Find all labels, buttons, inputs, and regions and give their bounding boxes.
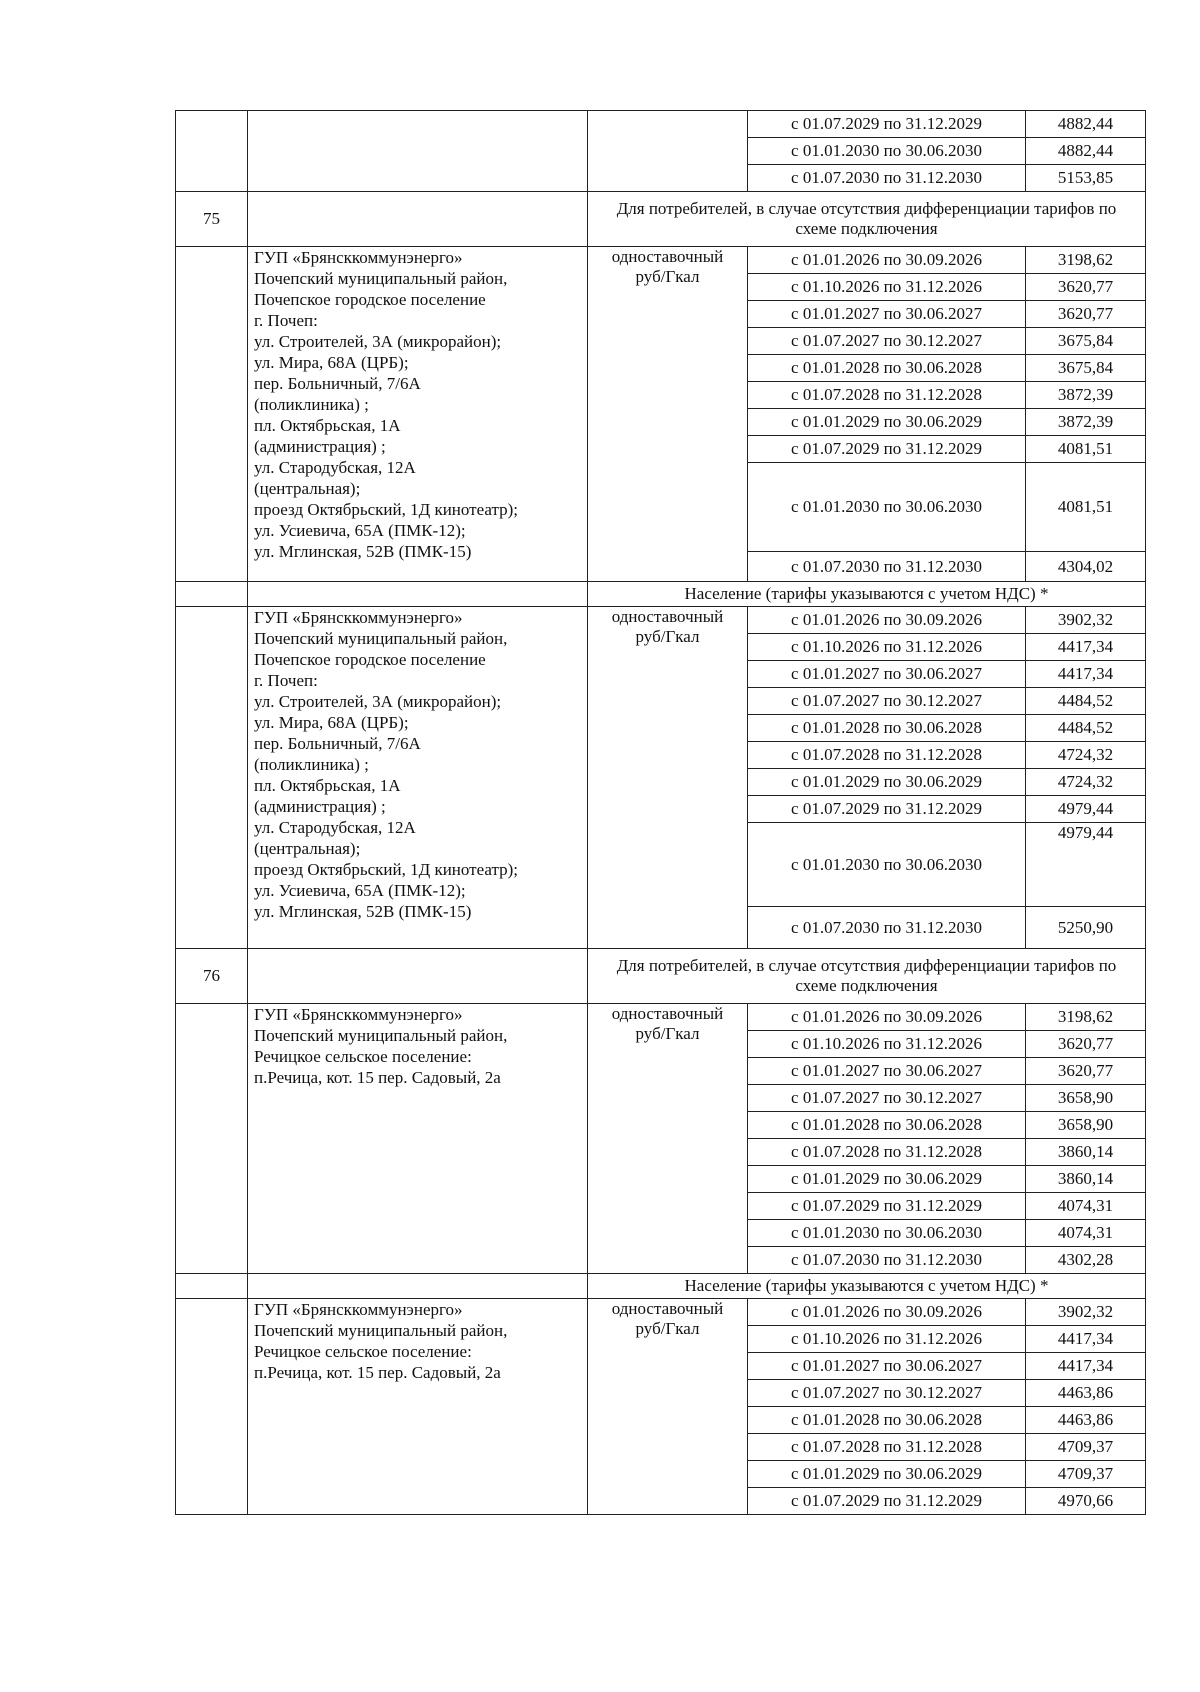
tariff-value: 4724,32 — [1026, 742, 1146, 769]
tariff-value: 3902,32 — [1026, 1299, 1146, 1326]
tariff-value: 3902,32 — [1026, 607, 1146, 634]
period-cell: с 01.07.2029 по 31.12.2029 — [748, 796, 1026, 823]
tariff-value: 4463,86 — [1026, 1380, 1146, 1407]
period-cell: с 01.01.2028 по 30.06.2028 — [748, 1407, 1026, 1434]
section-header: Население (тарифы указываются с учетом НДС) * — [588, 1274, 1146, 1299]
period-cell: с 01.01.2028 по 30.06.2028 — [748, 1112, 1026, 1139]
org-line: пл. Октябрьская, 1А — [254, 776, 401, 795]
org-line: г. Почеп: — [254, 311, 318, 330]
period-cell: с 01.07.2030 по 31.12.2030 — [748, 552, 1026, 582]
org-line: пл. Октябрьская, 1А — [254, 416, 401, 435]
org-line: (администрация) ; — [254, 437, 386, 456]
rate-type-cell — [588, 607, 748, 949]
org-line: ГУП «Брянсккоммунэнерго» — [254, 1005, 463, 1024]
tariff-value: 4081,51 — [1026, 436, 1146, 463]
tariff-value: 4709,37 — [1026, 1434, 1146, 1461]
empty-cell — [248, 949, 588, 1004]
tariff-value: 4081,51 — [1026, 463, 1146, 552]
org-line: Почепский муниципальный район, — [254, 629, 508, 648]
tariff-table — [175, 110, 1146, 1515]
table-row — [176, 1004, 1146, 1031]
tariff-value: 4724,32 — [1026, 769, 1146, 796]
tariff-value: 4709,37 — [1026, 1461, 1146, 1488]
period-cell: с 01.07.2029 по 31.12.2029 — [748, 436, 1026, 463]
tariff-value: 5250,90 — [1026, 907, 1146, 949]
table-row — [176, 111, 1146, 138]
period-cell: с 01.07.2027 по 30.12.2027 — [748, 688, 1026, 715]
section-header: Население (тарифы указываются с учетом НДС) * — [588, 582, 1146, 607]
tariff-value: 4417,34 — [1026, 1326, 1146, 1353]
period-cell: с 01.01.2029 по 30.06.2029 — [748, 409, 1026, 436]
row-number: 76 — [176, 949, 248, 1004]
tariff-value: 4302,28 — [1026, 1247, 1146, 1274]
tariff-value: 3658,90 — [1026, 1085, 1146, 1112]
org-line: Почепский муниципальный район, — [254, 1026, 508, 1045]
rate-type: одноставочный — [611, 1299, 724, 1318]
tariff-value: 4463,86 — [1026, 1407, 1146, 1434]
tariff-value: 3620,77 — [1026, 1031, 1146, 1058]
rate-type: одноставочный — [611, 247, 724, 266]
table-row — [176, 1299, 1146, 1326]
org-line: (центральная); — [254, 839, 361, 858]
org-line: ул. Мглинская, 52В (ПМК-15) — [254, 902, 472, 921]
organization-cell — [248, 607, 588, 949]
period-cell: с 01.10.2026 по 31.12.2026 — [748, 1031, 1026, 1058]
organization-cell — [248, 1299, 588, 1515]
rate-type-cell — [588, 1299, 748, 1515]
period-cell: с 01.01.2027 по 30.06.2027 — [748, 301, 1026, 328]
period-cell: с 01.07.2027 по 30.12.2027 — [748, 328, 1026, 355]
period-cell: с 01.01.2027 по 30.06.2027 — [748, 1353, 1026, 1380]
org-line: ГУП «Брянсккоммунэнерго» — [254, 1300, 463, 1319]
period-cell: с 01.07.2030 по 31.12.2030 — [748, 165, 1026, 192]
tariff-value: 3198,62 — [1026, 1004, 1146, 1031]
org-line: (администрация) ; — [254, 797, 386, 816]
tariff-value: 4979,44 — [1026, 796, 1146, 823]
period-cell: с 01.07.2027 по 30.12.2027 — [748, 1380, 1026, 1407]
tariff-value: 3872,39 — [1026, 382, 1146, 409]
tariff-value: 4882,44 — [1026, 111, 1146, 138]
tariff-value: 4484,52 — [1026, 715, 1146, 742]
org-line: проезд Октябрьский, 1Д кинотеатр); — [254, 860, 518, 879]
period-cell: с 01.01.2030 по 30.06.2030 — [748, 1220, 1026, 1247]
period-cell: с 01.01.2028 по 30.06.2028 — [748, 715, 1026, 742]
period-cell: с 01.10.2026 по 31.12.2026 — [748, 634, 1026, 661]
section-header-row — [176, 192, 1146, 247]
empty-cell — [248, 192, 588, 247]
period-cell: с 01.01.2026 по 30.09.2026 — [748, 247, 1026, 274]
empty-cell — [176, 1274, 248, 1299]
org-line: Почепский муниципальный район, — [254, 1321, 508, 1340]
rate-unit: руб/Гкал — [635, 1319, 700, 1338]
period-cell: с 01.07.2030 по 31.12.2030 — [748, 1247, 1026, 1274]
rate-type: одноставочный — [611, 607, 724, 626]
period-cell: с 01.07.2029 по 31.12.2029 — [748, 111, 1026, 138]
tariff-value: 4304,02 — [1026, 552, 1146, 582]
org-line: Речицкое сельское поселение: — [254, 1342, 472, 1361]
tariff-value: 4074,31 — [1026, 1193, 1146, 1220]
period-cell: с 01.07.2030 по 31.12.2030 — [748, 907, 1026, 949]
period-cell: с 01.01.2030 по 30.06.2030 — [748, 138, 1026, 165]
tariff-value: 3860,14 — [1026, 1139, 1146, 1166]
row-number-cell — [176, 111, 248, 192]
period-cell: с 01.01.2028 по 30.06.2028 — [748, 355, 1026, 382]
period-cell: с 01.01.2029 по 30.06.2029 — [748, 769, 1026, 796]
tariff-value: 3620,77 — [1026, 1058, 1146, 1085]
table-row — [176, 247, 1146, 274]
org-line: (центральная); — [254, 479, 361, 498]
tariff-value: 3872,39 — [1026, 409, 1146, 436]
org-line: ГУП «Брянсккоммунэнерго» — [254, 608, 463, 627]
period-cell: с 01.01.2026 по 30.09.2026 — [748, 1299, 1026, 1326]
rate-unit: руб/Гкал — [635, 627, 700, 646]
rate-type-cell — [588, 247, 748, 582]
org-line: ул. Стародубская, 12А — [254, 458, 416, 477]
row-number-cell — [176, 1299, 248, 1515]
empty-cell — [248, 1274, 588, 1299]
tariff-value: 3620,77 — [1026, 274, 1146, 301]
rate-unit: руб/Гкал — [635, 1024, 700, 1043]
org-line: п.Речица, кот. 15 пер. Садовый, 2а — [254, 1363, 501, 1382]
tariff-value: 3198,62 — [1026, 247, 1146, 274]
tariff-value: 3620,77 — [1026, 301, 1146, 328]
organization-cell — [248, 247, 588, 582]
tariff-value: 4417,34 — [1026, 1353, 1146, 1380]
tariff-value: 4074,31 — [1026, 1220, 1146, 1247]
rate-type-cell — [588, 111, 748, 192]
org-line: ул. Строителей, 3А (микрорайон); — [254, 692, 502, 711]
empty-cell — [176, 582, 248, 607]
period-cell: с 01.07.2028 по 31.12.2028 — [748, 742, 1026, 769]
org-line: пер. Больничный, 7/6А — [254, 734, 421, 753]
rate-type-cell — [588, 1004, 748, 1274]
row-number-cell — [176, 1004, 248, 1274]
row-number: 75 — [176, 192, 248, 247]
period-cell: с 01.01.2029 по 30.06.2029 — [748, 1461, 1026, 1488]
tariff-value: 4970,66 — [1026, 1488, 1146, 1515]
tariff-value: 3860,14 — [1026, 1166, 1146, 1193]
period-cell: с 01.01.2030 по 30.06.2030 — [748, 463, 1026, 552]
period-cell: с 01.01.2027 по 30.06.2027 — [748, 1058, 1026, 1085]
period-cell: с 01.07.2028 по 31.12.2028 — [748, 1139, 1026, 1166]
period-cell: с 01.07.2027 по 30.12.2027 — [748, 1085, 1026, 1112]
org-line: Почепский муниципальный район, — [254, 269, 508, 288]
org-line: (поликлиника) ; — [254, 755, 369, 774]
period-cell: с 01.07.2028 по 31.12.2028 — [748, 1434, 1026, 1461]
row-number-cell — [176, 607, 248, 949]
org-line: ул. Усиевича, 65А (ПМК-12); — [254, 881, 466, 900]
period-cell: с 01.01.2026 по 30.09.2026 — [748, 607, 1026, 634]
rate-unit: руб/Гкал — [635, 267, 700, 286]
org-line: г. Почеп: — [254, 671, 318, 690]
tariff-value: 3675,84 — [1026, 328, 1146, 355]
tariff-value: 4417,34 — [1026, 661, 1146, 688]
org-line: ГУП «Брянсккоммунэнерго» — [254, 248, 463, 267]
org-line: ул. Мира, 68А (ЦРБ); — [254, 353, 409, 372]
period-cell: с 01.01.2030 по 30.06.2030 — [748, 823, 1026, 907]
section-header-row — [176, 582, 1146, 607]
org-line: ул. Строителей, 3А (микрорайон); — [254, 332, 502, 351]
section-header-row — [176, 949, 1146, 1004]
org-line: пер. Больничный, 7/6А — [254, 374, 421, 393]
organization-cell — [248, 111, 588, 192]
period-cell: с 01.10.2026 по 31.12.2026 — [748, 274, 1026, 301]
period-cell: с 01.01.2029 по 30.06.2029 — [748, 1166, 1026, 1193]
period-cell: с 01.07.2029 по 31.12.2029 — [748, 1193, 1026, 1220]
rate-type: одноставочный — [611, 1004, 724, 1023]
org-line: (поликлиника) ; — [254, 395, 369, 414]
tariff-value: 4417,34 — [1026, 634, 1146, 661]
tariff-value: 4979,44 — [1026, 823, 1146, 907]
empty-cell — [248, 582, 588, 607]
org-line: ул. Усиевича, 65А (ПМК-12); — [254, 521, 466, 540]
period-cell: с 01.01.2027 по 30.06.2027 — [748, 661, 1026, 688]
tariff-value: 3658,90 — [1026, 1112, 1146, 1139]
section-header-row — [176, 1274, 1146, 1299]
period-cell: с 01.01.2026 по 30.09.2026 — [748, 1004, 1026, 1031]
org-line: Речицкое сельское поселение: — [254, 1047, 472, 1066]
tariff-value: 4882,44 — [1026, 138, 1146, 165]
org-line: Почепское городское поселение — [254, 290, 486, 309]
section-header: Для потребителей, в случае отсутствия дифференциации тарифов по схеме подключения — [588, 192, 1146, 247]
org-line: ул. Мира, 68А (ЦРБ); — [254, 713, 409, 732]
tariff-value: 5153,85 — [1026, 165, 1146, 192]
section-header: Для потребителей, в случае отсутствия дифференциации тарифов по схеме подключения — [588, 949, 1146, 1004]
tariff-value: 4484,52 — [1026, 688, 1146, 715]
org-line: ул. Стародубская, 12А — [254, 818, 416, 837]
row-number-cell — [176, 247, 248, 582]
period-cell: с 01.07.2028 по 31.12.2028 — [748, 382, 1026, 409]
tariff-value: 3675,84 — [1026, 355, 1146, 382]
table-row — [176, 607, 1146, 634]
period-cell: с 01.10.2026 по 31.12.2026 — [748, 1326, 1026, 1353]
org-line: Почепское городское поселение — [254, 650, 486, 669]
period-cell: с 01.07.2029 по 31.12.2029 — [748, 1488, 1026, 1515]
org-line: ул. Мглинская, 52В (ПМК-15) — [254, 542, 472, 561]
org-line: проезд Октябрьский, 1Д кинотеатр); — [254, 500, 518, 519]
organization-cell — [248, 1004, 588, 1274]
org-line: п.Речица, кот. 15 пер. Садовый, 2а — [254, 1068, 501, 1087]
